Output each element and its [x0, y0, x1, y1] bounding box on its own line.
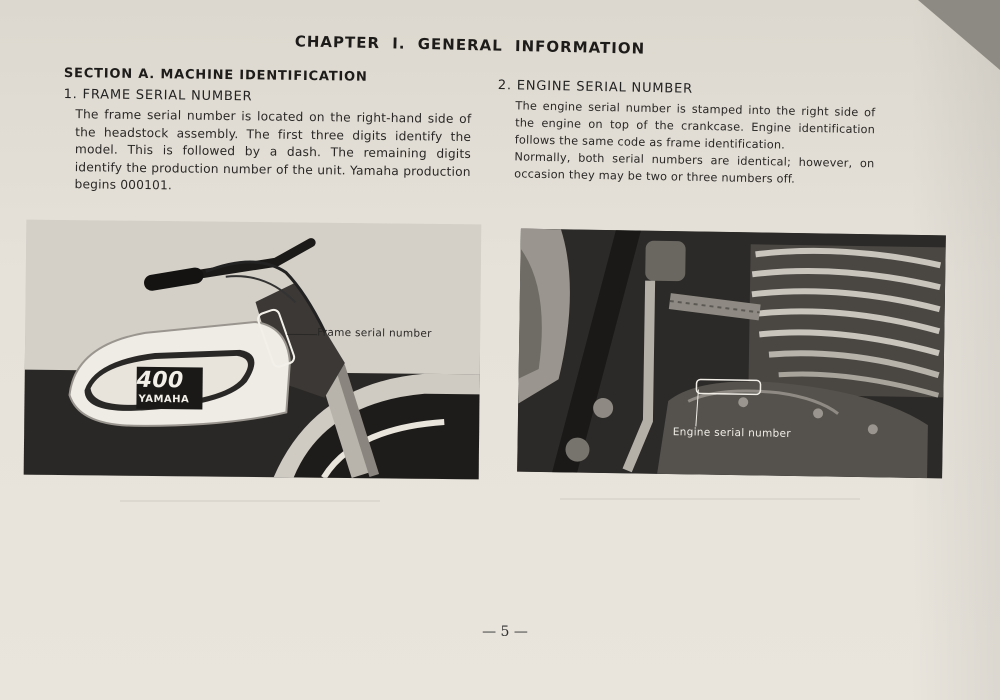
section-heading: SECTION A. MACHINE IDENTIFICATION — [63, 66, 368, 85]
engine-serial-heading: 2. ENGINE SERIAL NUMBER — [497, 78, 694, 97]
engine-illustration — [517, 229, 946, 479]
tank-brand: YAMAHA — [138, 393, 190, 406]
frame-serial-paragraph: The frame serial number is located on the right-hand side of the headstock assembly. The first three digits identify the model. This is followed by a dash. The remaining digits identify the production number of the unit. Yamaha production begins 000101. — [74, 107, 472, 193]
frame-serial-heading: 1. FRAME SERIAL NUMBER — [63, 87, 253, 105]
engine-serial-paragraph-1: The engine serial number is stamped into the right side of the engine on top of the crankcase. Engine identification follows the same code as frame identification. — [514, 99, 876, 152]
chapter-title: CHAPTER I. GENERAL INFORMATION — [294, 32, 646, 58]
cylinder-fins — [748, 244, 945, 397]
left-column — [60, 66, 472, 198]
right-column — [494, 78, 876, 189]
engine-serial-paragraph-2: Normally, both serial numbers are identical; however, on occasion they may be two or three numbers off. — [514, 150, 875, 186]
engine-photo — [517, 229, 946, 479]
bleed-through-mark — [120, 500, 380, 502]
page-number: — 5 — — [482, 624, 528, 640]
bleed-through-mark — [560, 498, 860, 500]
tank-number: 400 — [136, 367, 184, 394]
frame-photo — [24, 220, 482, 480]
engine-serial-callout: Engine serial number — [672, 426, 792, 440]
frame-serial-callout: Frame serial number — [317, 326, 432, 340]
motorcycle-front-illustration — [24, 220, 482, 480]
